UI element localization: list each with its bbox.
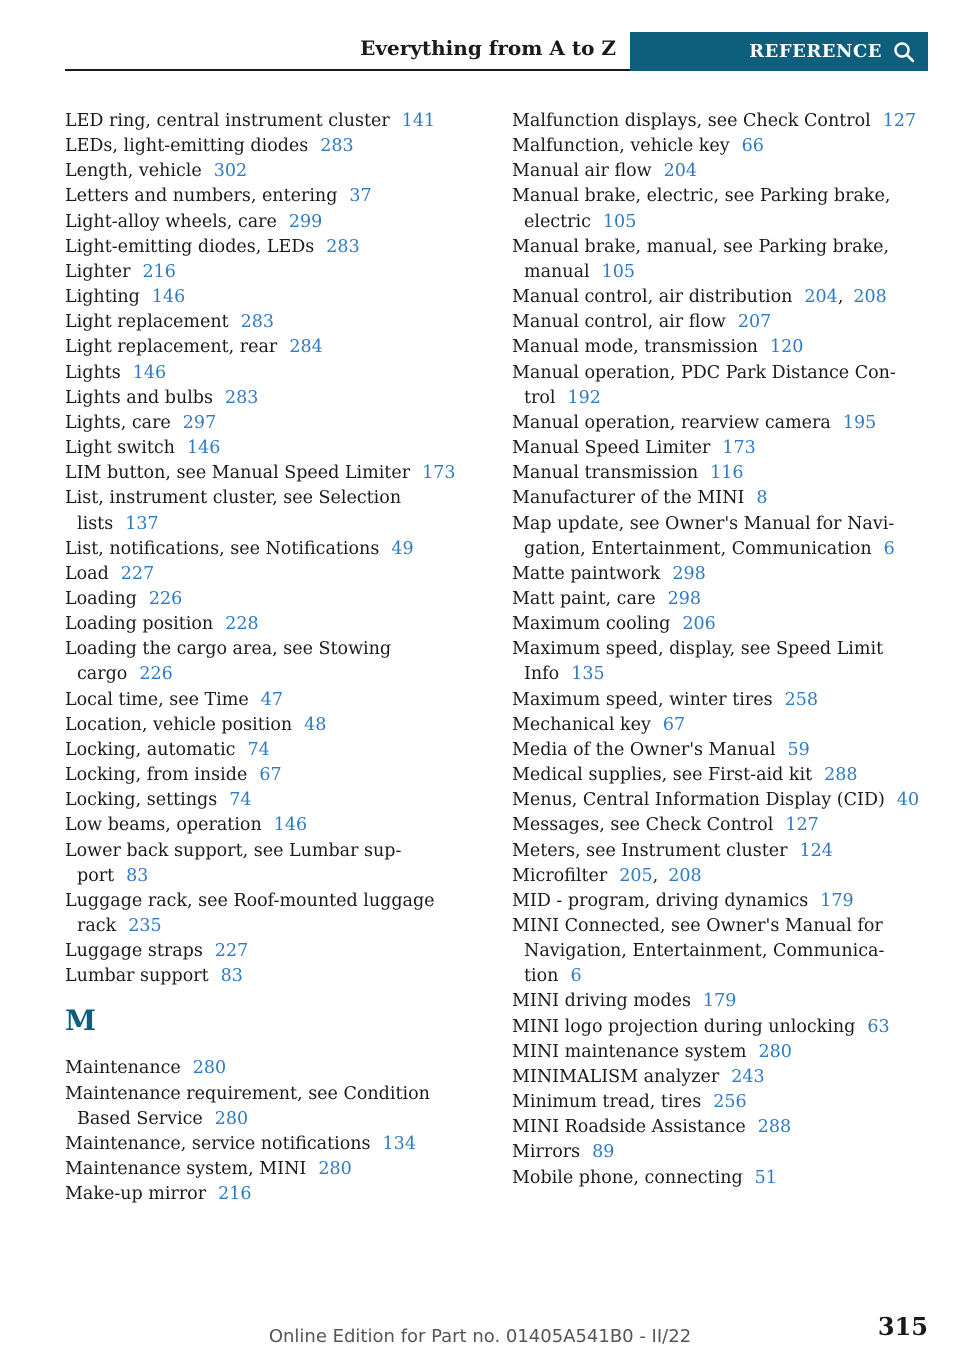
- page-link[interactable]: 141: [401, 111, 436, 131]
- index-term: Light replacement: [65, 312, 229, 333]
- index-term: Manual operation, rearview camera: [512, 412, 831, 433]
- page-link[interactable]: 208: [853, 287, 887, 308]
- index-term: Maintenance requirement, see Condition Based Service: [65, 1083, 430, 1129]
- index-term: Manual mode, transmission: [512, 337, 758, 358]
- index-term: Load: [65, 563, 109, 584]
- index-entry: [512, 159, 928, 184]
- page-link[interactable]: 67: [662, 714, 686, 735]
- page-link[interactable]: 146: [151, 287, 186, 308]
- index-term: LIM button, see Manual Speed Limiter: [65, 463, 411, 484]
- page-link[interactable]: 227: [214, 941, 249, 962]
- index-term: Lower back support, see Lumbar support: [65, 840, 402, 886]
- index-term: Luggage straps: [65, 941, 203, 962]
- page-link[interactable]: 228: [225, 614, 259, 635]
- index-term: Lights, care: [65, 412, 171, 433]
- index-entry: [512, 989, 928, 1014]
- page-link[interactable]: 105: [601, 261, 636, 282]
- index-entry: [65, 335, 460, 360]
- page-link[interactable]: 195: [842, 412, 877, 433]
- index-term: Malfunction displays, see Check Control: [512, 111, 871, 131]
- index-entry: [65, 939, 460, 964]
- page-number: 315: [877, 1312, 928, 1341]
- index-term: MID - program, driving dynamics: [512, 890, 809, 911]
- index-entry: [512, 889, 928, 914]
- index-entry: [512, 688, 928, 713]
- index-entry: [65, 813, 460, 838]
- index-column-left: [65, 109, 460, 1207]
- index-entry: [512, 109, 928, 134]
- page-link[interactable]: 105: [602, 211, 637, 232]
- index-entry: [65, 612, 460, 637]
- index-entry: [65, 411, 460, 436]
- index-term: Mobile phone, connecting: [512, 1167, 743, 1188]
- index-term: Low beams, operation: [65, 815, 262, 836]
- index-entry: [512, 285, 928, 310]
- index-entry: [65, 763, 460, 788]
- page-link[interactable]: 216: [218, 1184, 252, 1205]
- index-term: Manual brake, manual, see Parking brake, manual: [512, 236, 890, 282]
- page-link[interactable]: 6: [570, 966, 582, 987]
- index-term: Lumbar support: [65, 966, 209, 987]
- page-link[interactable]: 74: [229, 790, 252, 811]
- index-entry: [65, 210, 460, 235]
- index-term: Matte paintwork: [512, 563, 661, 584]
- index-term: Lights: [65, 362, 121, 383]
- page-link[interactable]: 179: [702, 991, 737, 1012]
- page-link[interactable]: 192: [567, 387, 601, 408]
- index-term: List, notifications, see Notifications: [65, 538, 380, 559]
- page-link[interactable]: 127: [785, 815, 819, 836]
- page-link[interactable]: 146: [273, 815, 308, 836]
- index-entry: [512, 587, 928, 612]
- page-link[interactable]: 83: [220, 966, 243, 987]
- index-term: Locking, settings: [65, 790, 218, 811]
- index-entry: [512, 1065, 928, 1090]
- header-section-title: Everything from A to Z: [360, 36, 616, 60]
- index-term: Manual brake, electric, see Parking brake, electric: [512, 186, 891, 232]
- index-entry: [512, 1166, 928, 1191]
- page-link[interactable]: 124: [799, 840, 833, 861]
- page-link[interactable]: 280: [192, 1058, 227, 1079]
- index-entry: [512, 1040, 928, 1065]
- page-link[interactable]: 59: [787, 739, 810, 760]
- index-term: Manual control, air distribution: [512, 287, 793, 308]
- index-term: Location, vehicle position: [65, 714, 293, 735]
- index-entry: [65, 461, 460, 486]
- page-separator: ,: [837, 287, 844, 308]
- index-term: Meters, see Instrument cluster: [512, 840, 788, 861]
- page-link[interactable]: 280: [758, 1041, 792, 1062]
- index-term: Mirrors: [512, 1142, 581, 1163]
- index-entry: [512, 637, 928, 687]
- page-link[interactable]: 6: [883, 538, 895, 559]
- page-link[interactable]: 226: [148, 588, 183, 609]
- page-link[interactable]: 66: [741, 136, 764, 157]
- page-link[interactable]: 283: [320, 136, 354, 157]
- index-entry: [512, 1140, 928, 1165]
- index-entry: [65, 134, 460, 159]
- page-link[interactable]: 127: [882, 111, 917, 131]
- index-term: LED ring, central instrument cluster: [65, 111, 390, 131]
- index-term: Luggage rack, see Roof-mounted luggage rack: [65, 890, 435, 936]
- index-entry: [512, 461, 928, 486]
- index-entry: [512, 763, 928, 788]
- index-entry: [512, 1090, 928, 1115]
- index-term: Menus, Central Information Display (CID): [512, 790, 885, 811]
- page-link[interactable]: 297: [182, 412, 217, 433]
- index-entry: [512, 361, 928, 411]
- page-link[interactable]: 83: [126, 865, 149, 886]
- index-entry: [65, 537, 460, 562]
- index-entry: [65, 1157, 460, 1182]
- page-link[interactable]: 288: [824, 765, 858, 786]
- page-link[interactable]: 302: [213, 161, 248, 182]
- index-term: Loading position: [65, 614, 214, 635]
- page-link[interactable]: 146: [186, 438, 221, 459]
- index-term: Lighter: [65, 261, 131, 282]
- page-header: [65, 32, 928, 71]
- index-entry: [512, 512, 928, 562]
- page-link[interactable]: 63: [867, 1016, 890, 1037]
- index-entry: [65, 1132, 460, 1157]
- index-term: Light-emitting diodes, LEDs: [65, 236, 315, 257]
- index-entry: [512, 235, 928, 285]
- index-term: Manual Speed Limiter: [512, 438, 711, 459]
- page-link[interactable]: 173: [422, 463, 456, 484]
- page-link[interactable]: 298: [667, 588, 702, 609]
- reference-tab-label: REFERENCE: [749, 41, 882, 62]
- index-entry: [65, 260, 460, 285]
- index-term: Loading the cargo area, see Stowing cargo: [65, 639, 392, 685]
- index-entry: [65, 562, 460, 587]
- page-link[interactable]: 226: [139, 664, 173, 685]
- index-entry: [512, 1015, 928, 1040]
- index-entry: [65, 386, 460, 411]
- page-link[interactable]: 227: [120, 563, 155, 584]
- index-entry: [65, 688, 460, 713]
- index-entry: [65, 109, 460, 134]
- index-term: MINIMALISM analyzer: [512, 1066, 720, 1087]
- index-entry: [65, 361, 460, 386]
- page-link[interactable]: 280: [318, 1159, 352, 1180]
- index-entry: [512, 864, 928, 889]
- index-term: Microfilter: [512, 865, 608, 886]
- index-entry: [65, 436, 460, 461]
- index-entry: [65, 235, 460, 260]
- index-term: MINI Roadside Assistance: [512, 1117, 746, 1138]
- page-link[interactable]: 288: [757, 1117, 792, 1138]
- page-link[interactable]: 49: [391, 538, 414, 559]
- index-entry: [512, 713, 928, 738]
- index-term: MINI driving modes: [512, 991, 691, 1012]
- page-link[interactable]: 37: [349, 186, 372, 207]
- footer-edition: Online Edition for Part no. 01405A541B0 - II/22: [268, 1326, 692, 1347]
- page-link[interactable]: 205: [619, 865, 653, 886]
- page-separator: ,: [652, 865, 659, 886]
- index-term: Manufacturer of the MINI: [512, 488, 745, 509]
- index-term: Make-up mirror: [65, 1184, 207, 1205]
- index-entry: [65, 285, 460, 310]
- page-link[interactable]: 258: [784, 689, 818, 710]
- index-term: Manual control, air flow: [512, 312, 726, 333]
- index-term: Manual operation, PDC Park Distance Control: [512, 362, 896, 408]
- index-entry: [512, 134, 928, 159]
- page-link[interactable]: 120: [769, 337, 804, 358]
- page-link[interactable]: 116: [710, 463, 744, 484]
- page-link[interactable]: 48: [304, 714, 327, 735]
- index-term: Lights and bulbs: [65, 387, 213, 408]
- section-letter: M: [65, 1004, 96, 1038]
- index-term: Local time, see Time: [65, 689, 249, 710]
- index-term: Manual transmission: [512, 463, 699, 484]
- index-term: Loading: [65, 588, 137, 609]
- index-entry: [512, 738, 928, 763]
- page-link[interactable]: 134: [382, 1133, 416, 1154]
- index-term: Lighting: [65, 287, 140, 308]
- index-term: Maintenance system, MINI: [65, 1159, 307, 1180]
- index-entry: [65, 713, 460, 738]
- search-icon[interactable]: [892, 40, 916, 64]
- index-entry: [512, 839, 928, 864]
- index-term: MINI Connected, see Owner's Manual for Navigation, Entertainment, Communication: [512, 916, 885, 987]
- reference-tab[interactable]: [630, 32, 928, 71]
- page-link[interactable]: 8: [756, 488, 768, 509]
- index-term: Media of the Owner's Manual: [512, 739, 776, 760]
- index-term: Messages, see Check Control: [512, 815, 774, 836]
- index-term: Maximum cooling: [512, 614, 671, 635]
- page-link[interactable]: 243: [731, 1066, 765, 1087]
- index-entry: [65, 964, 460, 989]
- page-link[interactable]: 40: [896, 790, 920, 811]
- index-term: LEDs, light-emitting diodes: [65, 136, 309, 157]
- page-link[interactable]: 204: [663, 161, 698, 182]
- index-term: Light replacement, rear: [65, 337, 278, 358]
- index-entry: [512, 1115, 928, 1140]
- page-link[interactable]: 135: [571, 664, 605, 685]
- page-link[interactable]: 51: [754, 1167, 777, 1188]
- index-term: Maximum speed, winter tires: [512, 689, 773, 710]
- page-link[interactable]: 146: [132, 362, 167, 383]
- page-link[interactable]: 299: [288, 211, 323, 232]
- index-entry: [512, 788, 928, 813]
- index-term: Mechanical key: [512, 714, 651, 735]
- index-entry: [65, 788, 460, 813]
- index-entry: [65, 1056, 460, 1081]
- page-link[interactable]: 216: [142, 261, 176, 282]
- index-term: Maintenance: [65, 1058, 181, 1079]
- page-link[interactable]: 74: [247, 739, 270, 760]
- index-term: Maintenance, service notifications: [65, 1133, 371, 1154]
- index-term: Locking, automatic: [65, 739, 236, 760]
- page-link[interactable]: 173: [722, 438, 756, 459]
- index-term: MINI maintenance system: [512, 1041, 747, 1062]
- index-entry: [65, 889, 460, 939]
- index-term: Letters and numbers, entering: [65, 186, 338, 207]
- index-term: Matt paint, care: [512, 588, 656, 609]
- index-entry: [512, 813, 928, 838]
- index-entry: [65, 486, 460, 536]
- index-entry: [65, 1182, 460, 1207]
- index-entry: [65, 184, 460, 209]
- index-entry: [65, 587, 460, 612]
- index-column-right: [512, 109, 928, 1191]
- page-link[interactable]: 283: [326, 236, 360, 257]
- page-link[interactable]: 284: [289, 337, 323, 358]
- page-link[interactable]: 298: [672, 563, 706, 584]
- index-entry: [512, 612, 928, 637]
- index-entry: [65, 1082, 460, 1132]
- index-entry: [512, 184, 928, 234]
- index-entry: [65, 159, 460, 184]
- index-term: MINI logo projection during unlocking: [512, 1016, 856, 1037]
- index-entry: [512, 436, 928, 461]
- page-link[interactable]: 47: [260, 689, 284, 710]
- index-entry: [512, 310, 928, 335]
- page-link[interactable]: 207: [737, 312, 772, 333]
- page-link[interactable]: 137: [125, 513, 159, 534]
- index-term: List, instrument cluster, see Selection lists: [65, 488, 402, 534]
- index-term: Maximum speed, display, see Speed Limit Info: [512, 639, 884, 685]
- index-entry: [512, 914, 928, 989]
- index-entry: [512, 486, 928, 511]
- page-link[interactable]: 283: [225, 387, 259, 408]
- index-entry: [65, 637, 460, 687]
- index-term: Light switch: [65, 438, 175, 459]
- index-term: Malfunction, vehicle key: [512, 136, 730, 157]
- index-entry: [65, 839, 460, 889]
- page-link[interactable]: 89: [592, 1142, 615, 1163]
- page-link[interactable]: 280: [214, 1108, 249, 1129]
- page-link[interactable]: 208: [668, 865, 702, 886]
- page-link[interactable]: 206: [682, 614, 716, 635]
- index-term: Map update, see Owner's Manual for Navigation, Entertainment, Communication: [512, 513, 895, 559]
- page-link[interactable]: 283: [240, 312, 275, 333]
- page-link[interactable]: 179: [820, 890, 854, 911]
- index-term: Minimum tread, tires: [512, 1092, 702, 1113]
- page-link[interactable]: 256: [713, 1092, 747, 1113]
- index-entry: [512, 411, 928, 436]
- index-entry: [65, 738, 460, 763]
- index-entry: [512, 335, 928, 360]
- index-term: Light-alloy wheels, care: [65, 211, 277, 232]
- index-entry: [65, 310, 460, 335]
- index-term: Length, vehicle: [65, 161, 202, 182]
- page-link[interactable]: 235: [128, 916, 162, 936]
- index-entry: [512, 562, 928, 587]
- page-link[interactable]: 204: [804, 287, 838, 308]
- page-link[interactable]: 67: [259, 765, 282, 786]
- index-term: Locking, from inside: [65, 765, 248, 786]
- index-term: Medical supplies, see First-aid kit: [512, 765, 813, 786]
- index-term: Manual air flow: [512, 161, 652, 182]
